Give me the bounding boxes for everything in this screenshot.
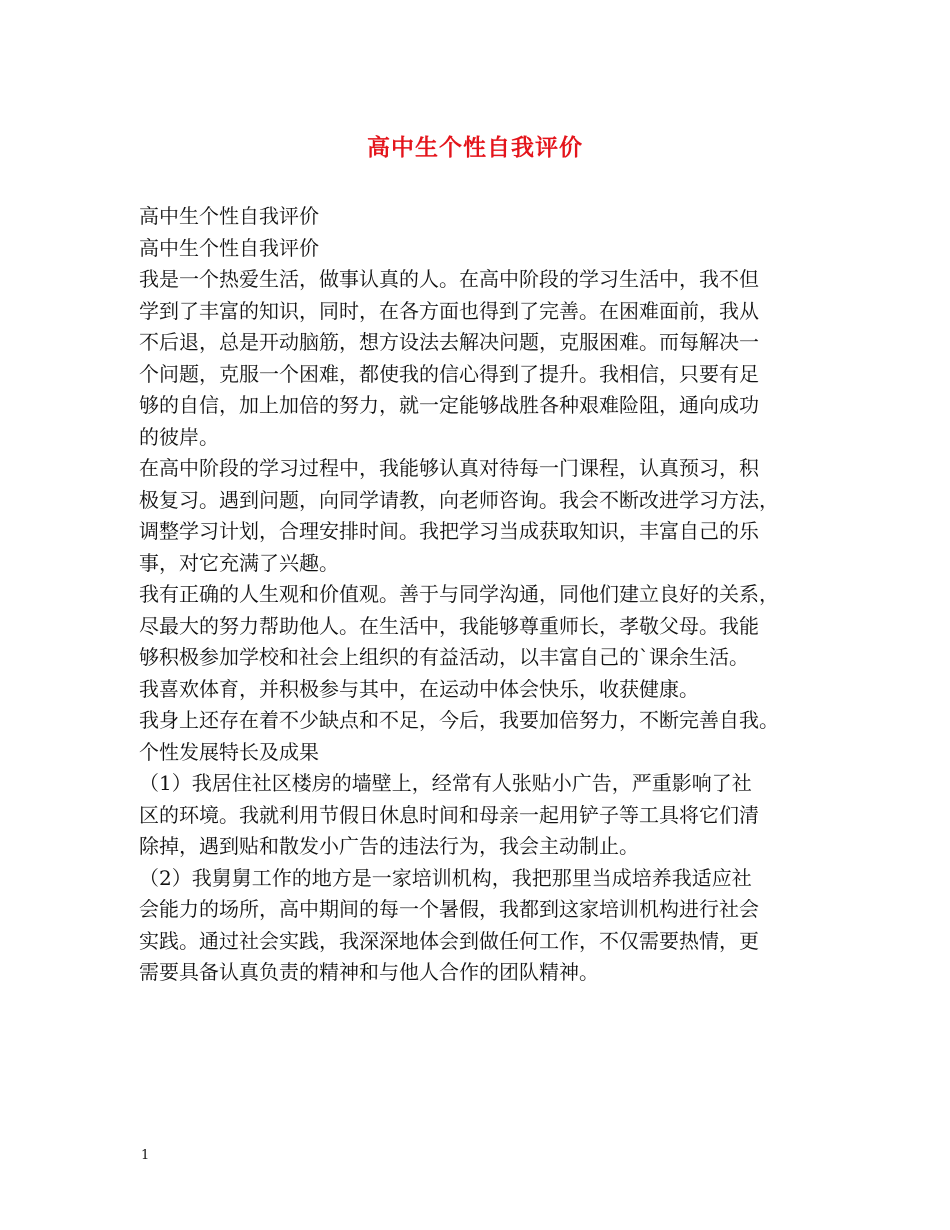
body-line: 我身上还存在着不少缺点和不足，今后，我要加倍努力，不断完善自我。 (139, 708, 779, 732)
body-line: 我喜欢体育，并积极参与其中，在运动中体会快乐，收获健康。 (139, 676, 699, 701)
body-line: （2）我舅舅工作的地方是一家培训机构，我把那里当成培养我适应社 (139, 865, 752, 890)
body-line: 我有正确的人生观和价值观。善于与同学沟通，同他们建立良好的关系， (139, 582, 779, 606)
body-line: 个问题，克服一个困难，都使我的信心得到了提升。我相信，只要有足 (139, 361, 759, 386)
body-line: 学到了丰富的知识，同时，在各方面也得到了完善。在困难面前，我从 (139, 298, 759, 323)
body-line: 区的环境。我就利用节假日休息时间和母亲一起用铲子等工具将它们清 (139, 802, 759, 827)
body-line: 的彼岸。 (139, 424, 219, 449)
body-line: （1）我居住社区楼房的墙壁上，经常有人张贴小广告，严重影响了社 (139, 771, 752, 795)
body-line: 事，对它充满了兴趣。 (139, 550, 339, 575)
body-line: 在高中阶段的学习过程中，我能够认真对待每一门课程，认真预习，积 (139, 456, 759, 480)
body-line: 高中生个性自我评价 (139, 204, 319, 228)
body-line: 除掉，遇到贴和散发小广告的违法行为，我会主动制止。 (139, 834, 639, 858)
body-line: 够积极参加学校和社会上组织的有益活动，以丰富自己的`课余生活。 (139, 645, 749, 669)
body-line: 高中生个性自我评价 (139, 235, 319, 260)
body-line: 需要具备认真负责的精神和与他人合作的团队精神。 (139, 960, 599, 984)
document-title: 高中生个性自我评价 (367, 134, 583, 161)
body-line: 尽最大的努力帮助他人。在生活中，我能够尊重师长，孝敬父母。我能 (139, 613, 759, 638)
body-line: 够的自信，加上加倍的努力，就一定能够战胜各种艰难险阻，通向成功 (139, 393, 759, 417)
document-body (139, 201, 819, 989)
body-line: 我是一个热爱生活，做事认真的人。在高中阶段的学习生活中，我不但 (139, 267, 759, 291)
body-line: 实践。通过社会实践，我深深地体会到做任何工作，不仅需要热情，更 (139, 928, 759, 953)
body-line: 极复习。遇到问题，向同学请教，向老师咨询。我会不断改进学习方法， (139, 487, 779, 512)
body-line: 调整学习计划，合理安排时间。我把学习当成获取知识，丰富自己的乐 (139, 519, 759, 543)
page-number: 1 (141, 1148, 150, 1163)
body-line: 不后退，总是开动脑筋，想方设法去解决问题，克服困难。而每解决一 (139, 330, 759, 354)
body-line: 会能力的场所，高中期间的每一个暑假，我都到这家培训机构进行社会 (139, 897, 759, 921)
section-heading: 个性发展特长及成果 (139, 739, 319, 764)
